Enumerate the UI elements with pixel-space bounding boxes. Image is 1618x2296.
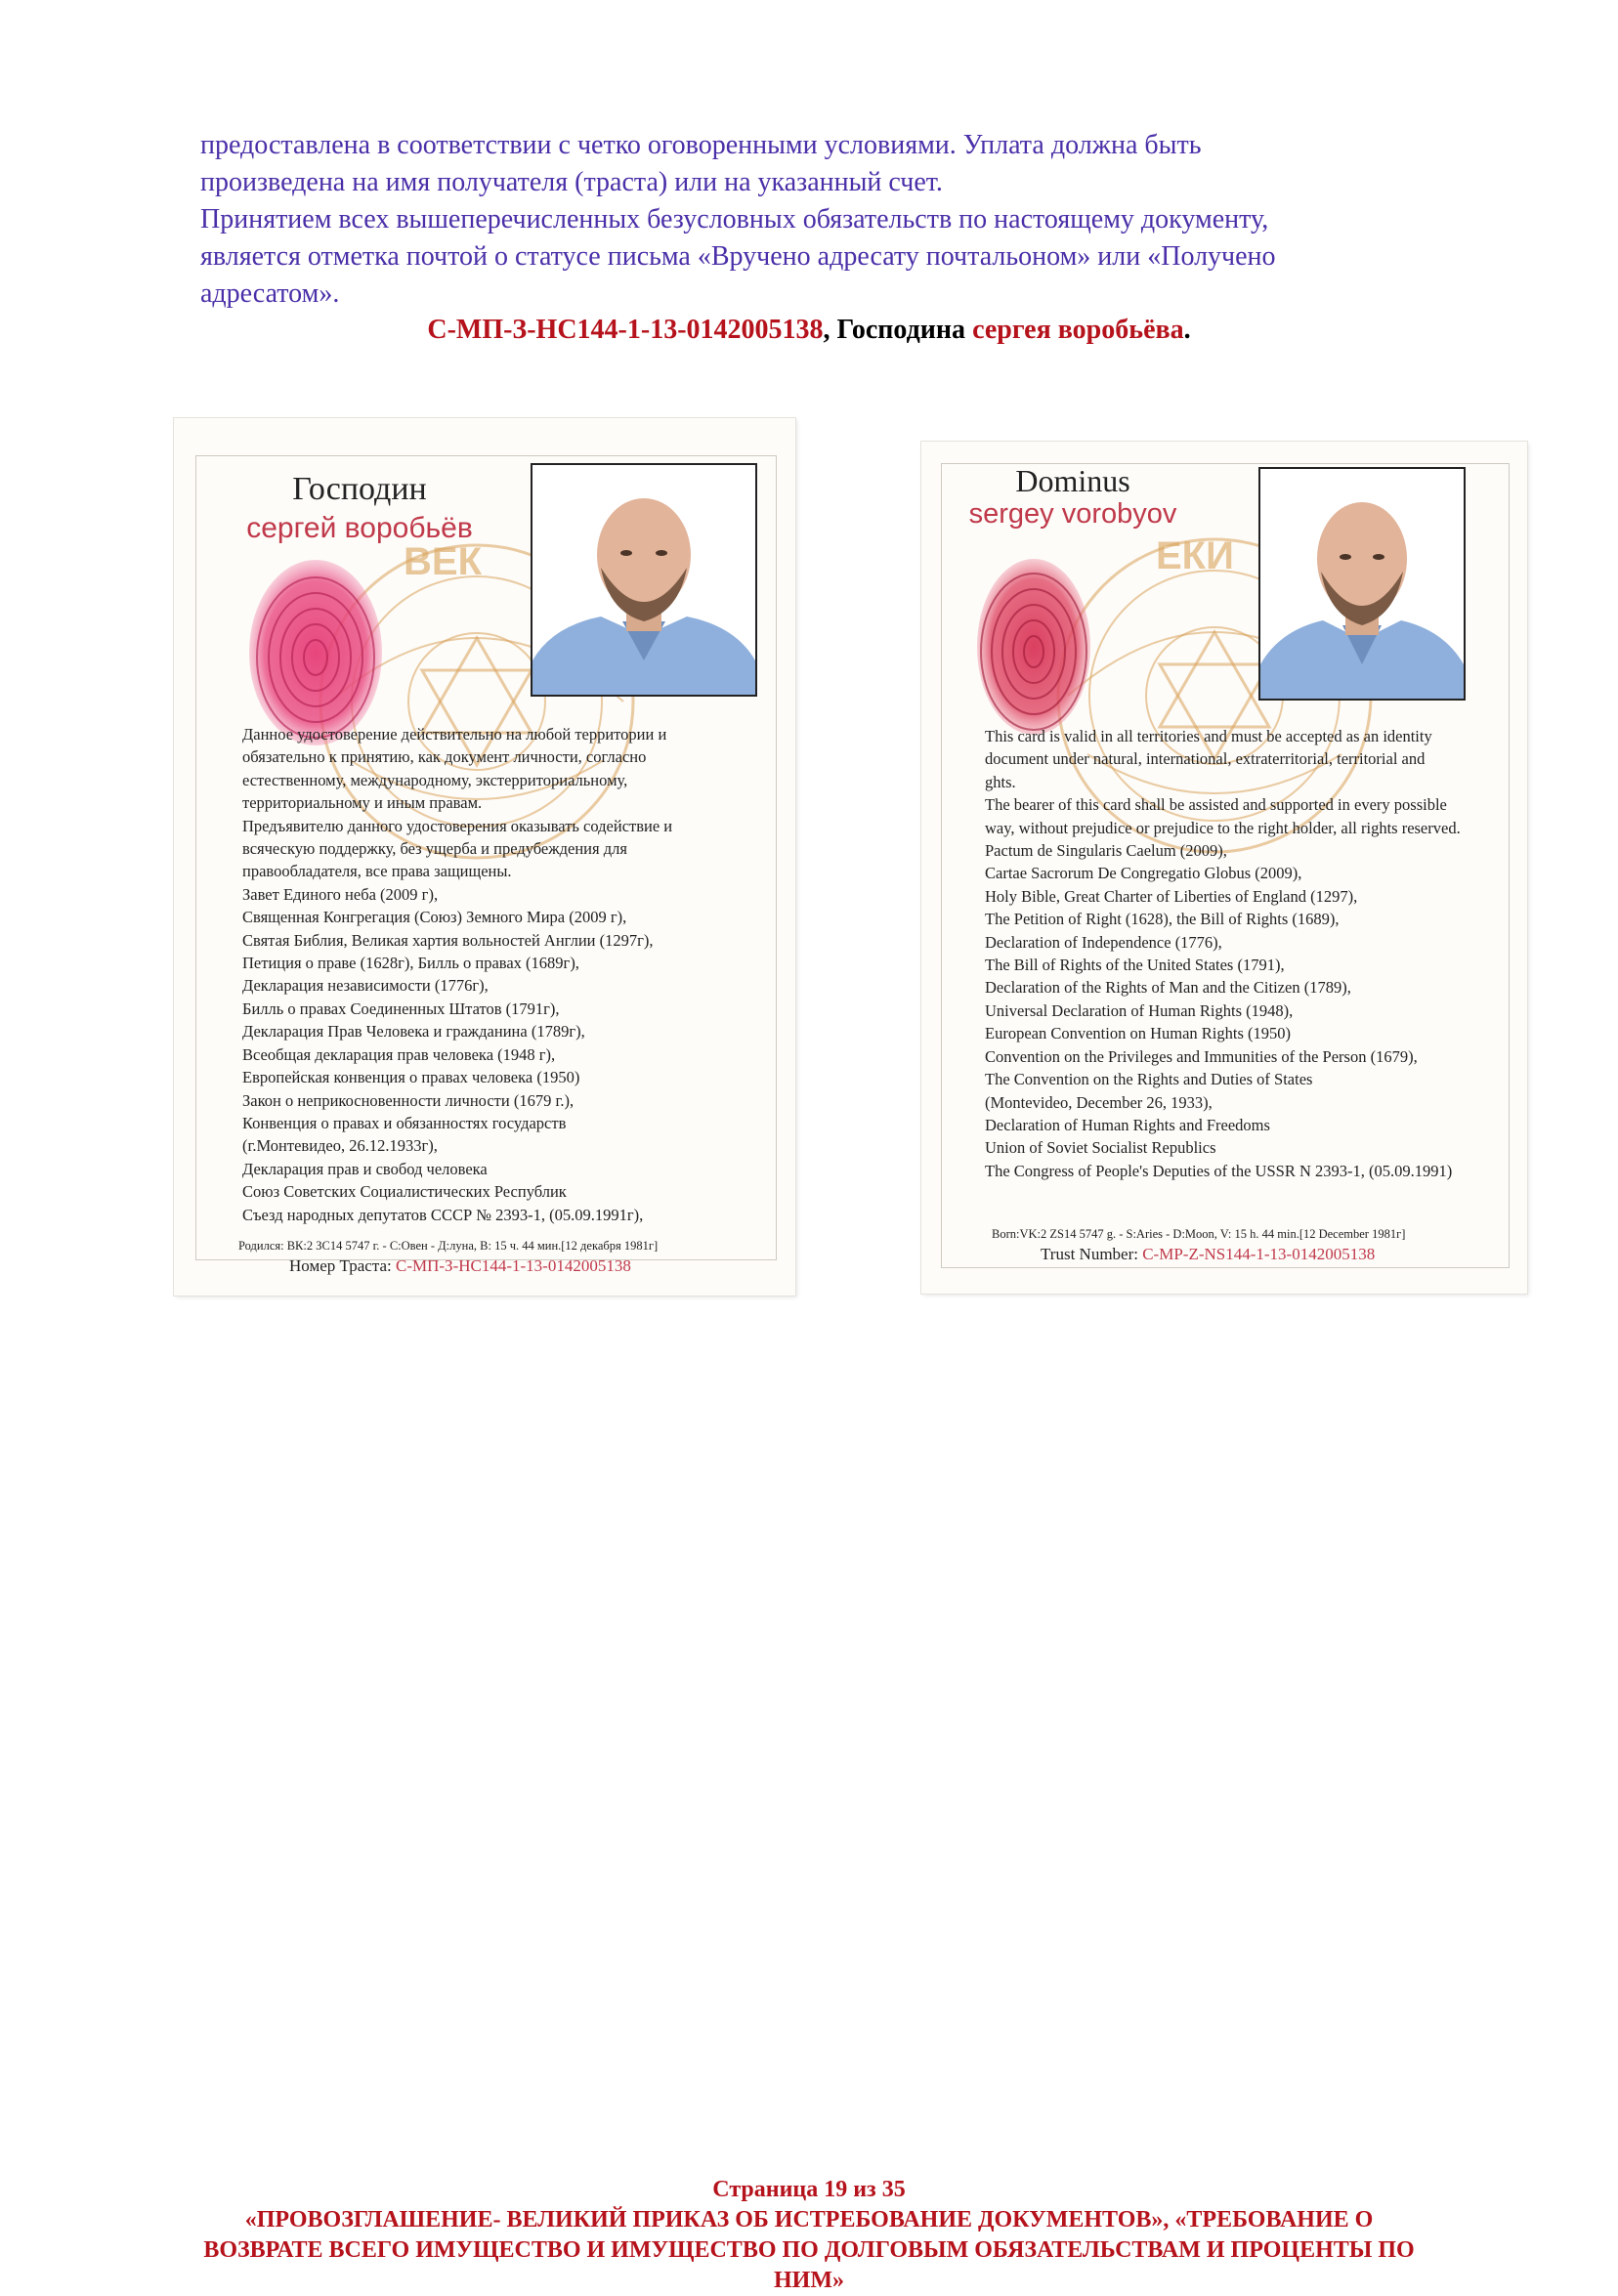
card-holder-name: сергей воробьёв [246, 512, 473, 544]
card-text-line: Declaration of Independence (1776), [985, 932, 1222, 952]
svg-text:ЕКИ: ЕКИ [1156, 534, 1234, 577]
signature-code: С-МП-З-НС144-1-13-0142005138 [427, 315, 824, 345]
card-text-line: Union of Soviet Socialist Republics [985, 1138, 1216, 1158]
holder-photo [1258, 467, 1466, 701]
holder-photo [531, 463, 757, 697]
card-text-line: Европейская конвенция о правах человека (1950) [242, 1068, 580, 1087]
intro-line: предоставлена в соответствии с четко оговоренными условиями. Уплата должна быть [200, 130, 1202, 160]
card-holder-name: sergey vorobyov [968, 498, 1177, 530]
card-text-line: The Bill of Rights of the United States (1791), [985, 956, 1285, 975]
id-card-russian [174, 418, 795, 1296]
card-text-line: Декларация прав и свобод человека [242, 1159, 488, 1178]
card-text-line: обязательно к принятию, как документ личности, согласно [242, 747, 647, 767]
signature-line [0, 315, 1618, 346]
card-trust-line [1041, 1245, 1375, 1264]
card-text-line: всяческую поддержку, без ущерба и предубеждения для [242, 839, 627, 859]
page-footer [0, 2175, 1618, 2296]
footer-title-line: «ПРОВОЗГЛАШЕНИЕ- ВЕЛИКИЙ ПРИКАЗ ОБ ИСТРЕБОВАНИЕ ДОКУМЕНТОВ», «ТРЕБОВАНИЕ О [244, 2207, 1374, 2232]
card-text-line: Союз Советских Социалистических Республик [242, 1182, 567, 1202]
card-text-line: Священная Конгрегация (Союз) Земного Мира (2009 г), [242, 908, 627, 927]
card-text-line: Universal Declaration of Human Rights (1948), [985, 1000, 1294, 1020]
card-text-line: This card is valid in all territories and must be accepted as an identity [985, 727, 1432, 745]
trust-label: Trust Number: [1041, 1245, 1143, 1263]
card-text-line: The Convention on the Rights and Duties of States [985, 1070, 1313, 1089]
card-text-line: Данное удостоверение действительно на любой территории и [242, 725, 667, 744]
intro-line: является отметка почтой о статусе письма «Вручено адресату почтальоном» или «Получено [200, 241, 1276, 272]
card-text-line: document under natural, international, extraterritorial, territorial and [985, 749, 1426, 769]
card-text-line: Билль о правах Соединенных Штатов (1791г), [242, 999, 560, 1018]
card-body-text [985, 725, 1461, 1182]
card-text-line: (г.Монтевидео, 26.12.1933г), [242, 1136, 438, 1156]
card-text-line: European Convention on Human Rights (1950) [985, 1024, 1292, 1043]
card-text-line: (Montevideo, December 26, 1933), [985, 1092, 1213, 1112]
footer-title-line: ВОЗВРАТЕ ВСЕГО ИМУЩЕСТВО И ИМУЩЕСТВО ПО ДОЛГОВЫМ ОБЯЗАТЕЛЬСТВАМ И ПРОЦЕНТЫ ПО [203, 2237, 1415, 2263]
card-text-line: Декларация Прав Человека и гражданина (1789г), [242, 1022, 585, 1042]
card-text-line: Declaration of Human Rights and Freedoms [985, 1115, 1270, 1134]
intro-line: адресатом». [200, 278, 340, 309]
card-text-line: Holy Bible, Great Charter of Liberties of England (1297), [985, 886, 1358, 906]
card-text-line: Закон о неприкосновенности личности (1679 г.), [242, 1090, 575, 1110]
trust-number: С-МП-З-НС144-1-13-0142005138 [396, 1256, 631, 1275]
portrait-icon [1260, 469, 1464, 699]
card-text-line: естественному, международному, экстерриториальному, [242, 770, 628, 789]
fingerprint-icon [970, 554, 1097, 740]
card-title: Dominus [1015, 463, 1130, 498]
intro-line: Принятием всех вышеперечисленных безусловных обязательств по настоящему документу, [200, 204, 1269, 234]
trust-label: Номер Траста: [289, 1256, 396, 1275]
card-text-line: The bearer of this card shall be assisted and supported in every possible [985, 795, 1447, 815]
card-text-line: Предъявителю данного удостоверения оказывать содействие и [242, 816, 673, 835]
card-text-line: Declaration of the Rights of Man and the Citizen (1789), [985, 978, 1351, 998]
card-text-line: Петиция о праве (1628г), Билль о правах (1689г), [242, 954, 579, 973]
card-trust-line [289, 1256, 631, 1276]
portrait-icon [532, 465, 755, 695]
card-text-line: way, without prejudice or prejudice to the right holder, all rights reserved. [985, 818, 1461, 837]
card-text-line: Pactum de Singularis Caelum (2009), [985, 841, 1227, 861]
card-text-line: территориальному и иным правам. [242, 793, 483, 813]
signature-title: Господина [836, 315, 973, 345]
card-text-line: ghts. [985, 772, 1016, 791]
card-text-line: Convention on the Privileges and Immunities of the Person (1679), [985, 1046, 1418, 1066]
card-born-line: Родился: ВК:2 ЗС14 5747 г. - С:Овен - Д:луна, В: 15 ч. 44 мин.[12 декабря 1981г] [238, 1239, 659, 1253]
card-text-line: The Petition of Right (1628), the Bill of Rights (1689), [985, 910, 1340, 929]
card-text-line: Всеобщая декларация прав человека (1948 г), [242, 1044, 556, 1064]
id-card-english [921, 442, 1527, 1294]
card-text-line: Съезд народных депутатов СССР № 2393-1, (05.09.1991г), [242, 1205, 644, 1224]
fingerprint-icon [242, 555, 389, 750]
card-text-line: Завет Единого неба (2009 г), [242, 884, 439, 904]
page-number: Страница 19 из 35 [712, 2177, 906, 2202]
signature-end: . [1183, 315, 1191, 345]
card-body-text [242, 723, 672, 1226]
trust-number: C-MP-Z-NS144-1-13-0142005138 [1142, 1245, 1376, 1263]
svg-text:ВЕК: ВЕК [404, 540, 482, 583]
intro-paragraph [200, 127, 1500, 313]
card-title: Господин [292, 471, 427, 507]
footer-title-line: НИМ» [774, 2268, 844, 2293]
card-text-line: The Congress of People's Deputies of the USSR N 2393-1, (05.09.1991) [985, 1161, 1453, 1180]
card-born-line: Born:VK:2 ZS14 5747 g. - S:Aries - D:Moon, V: 15 h. 44 min.[12 December 1981г] [992, 1227, 1406, 1241]
card-text-line: Конвенция о правах и обязанностях государств [242, 1113, 567, 1132]
card-text-line: Декларация независимости (1776г), [242, 976, 489, 996]
card-text-line: Cartae Sacrorum De Congregatio Globus (2009), [985, 864, 1302, 883]
card-text-line: Святая Библия, Великая хартия вольностей Англии (1297г), [242, 930, 654, 950]
card-text-line: правообладателя, все права защищены. [242, 862, 512, 881]
intro-line: произведена на имя получателя (траста) или на указанный счет. [200, 167, 943, 197]
signature-sep: , [823, 315, 837, 345]
signature-name: сергея воробьёва [972, 315, 1184, 345]
